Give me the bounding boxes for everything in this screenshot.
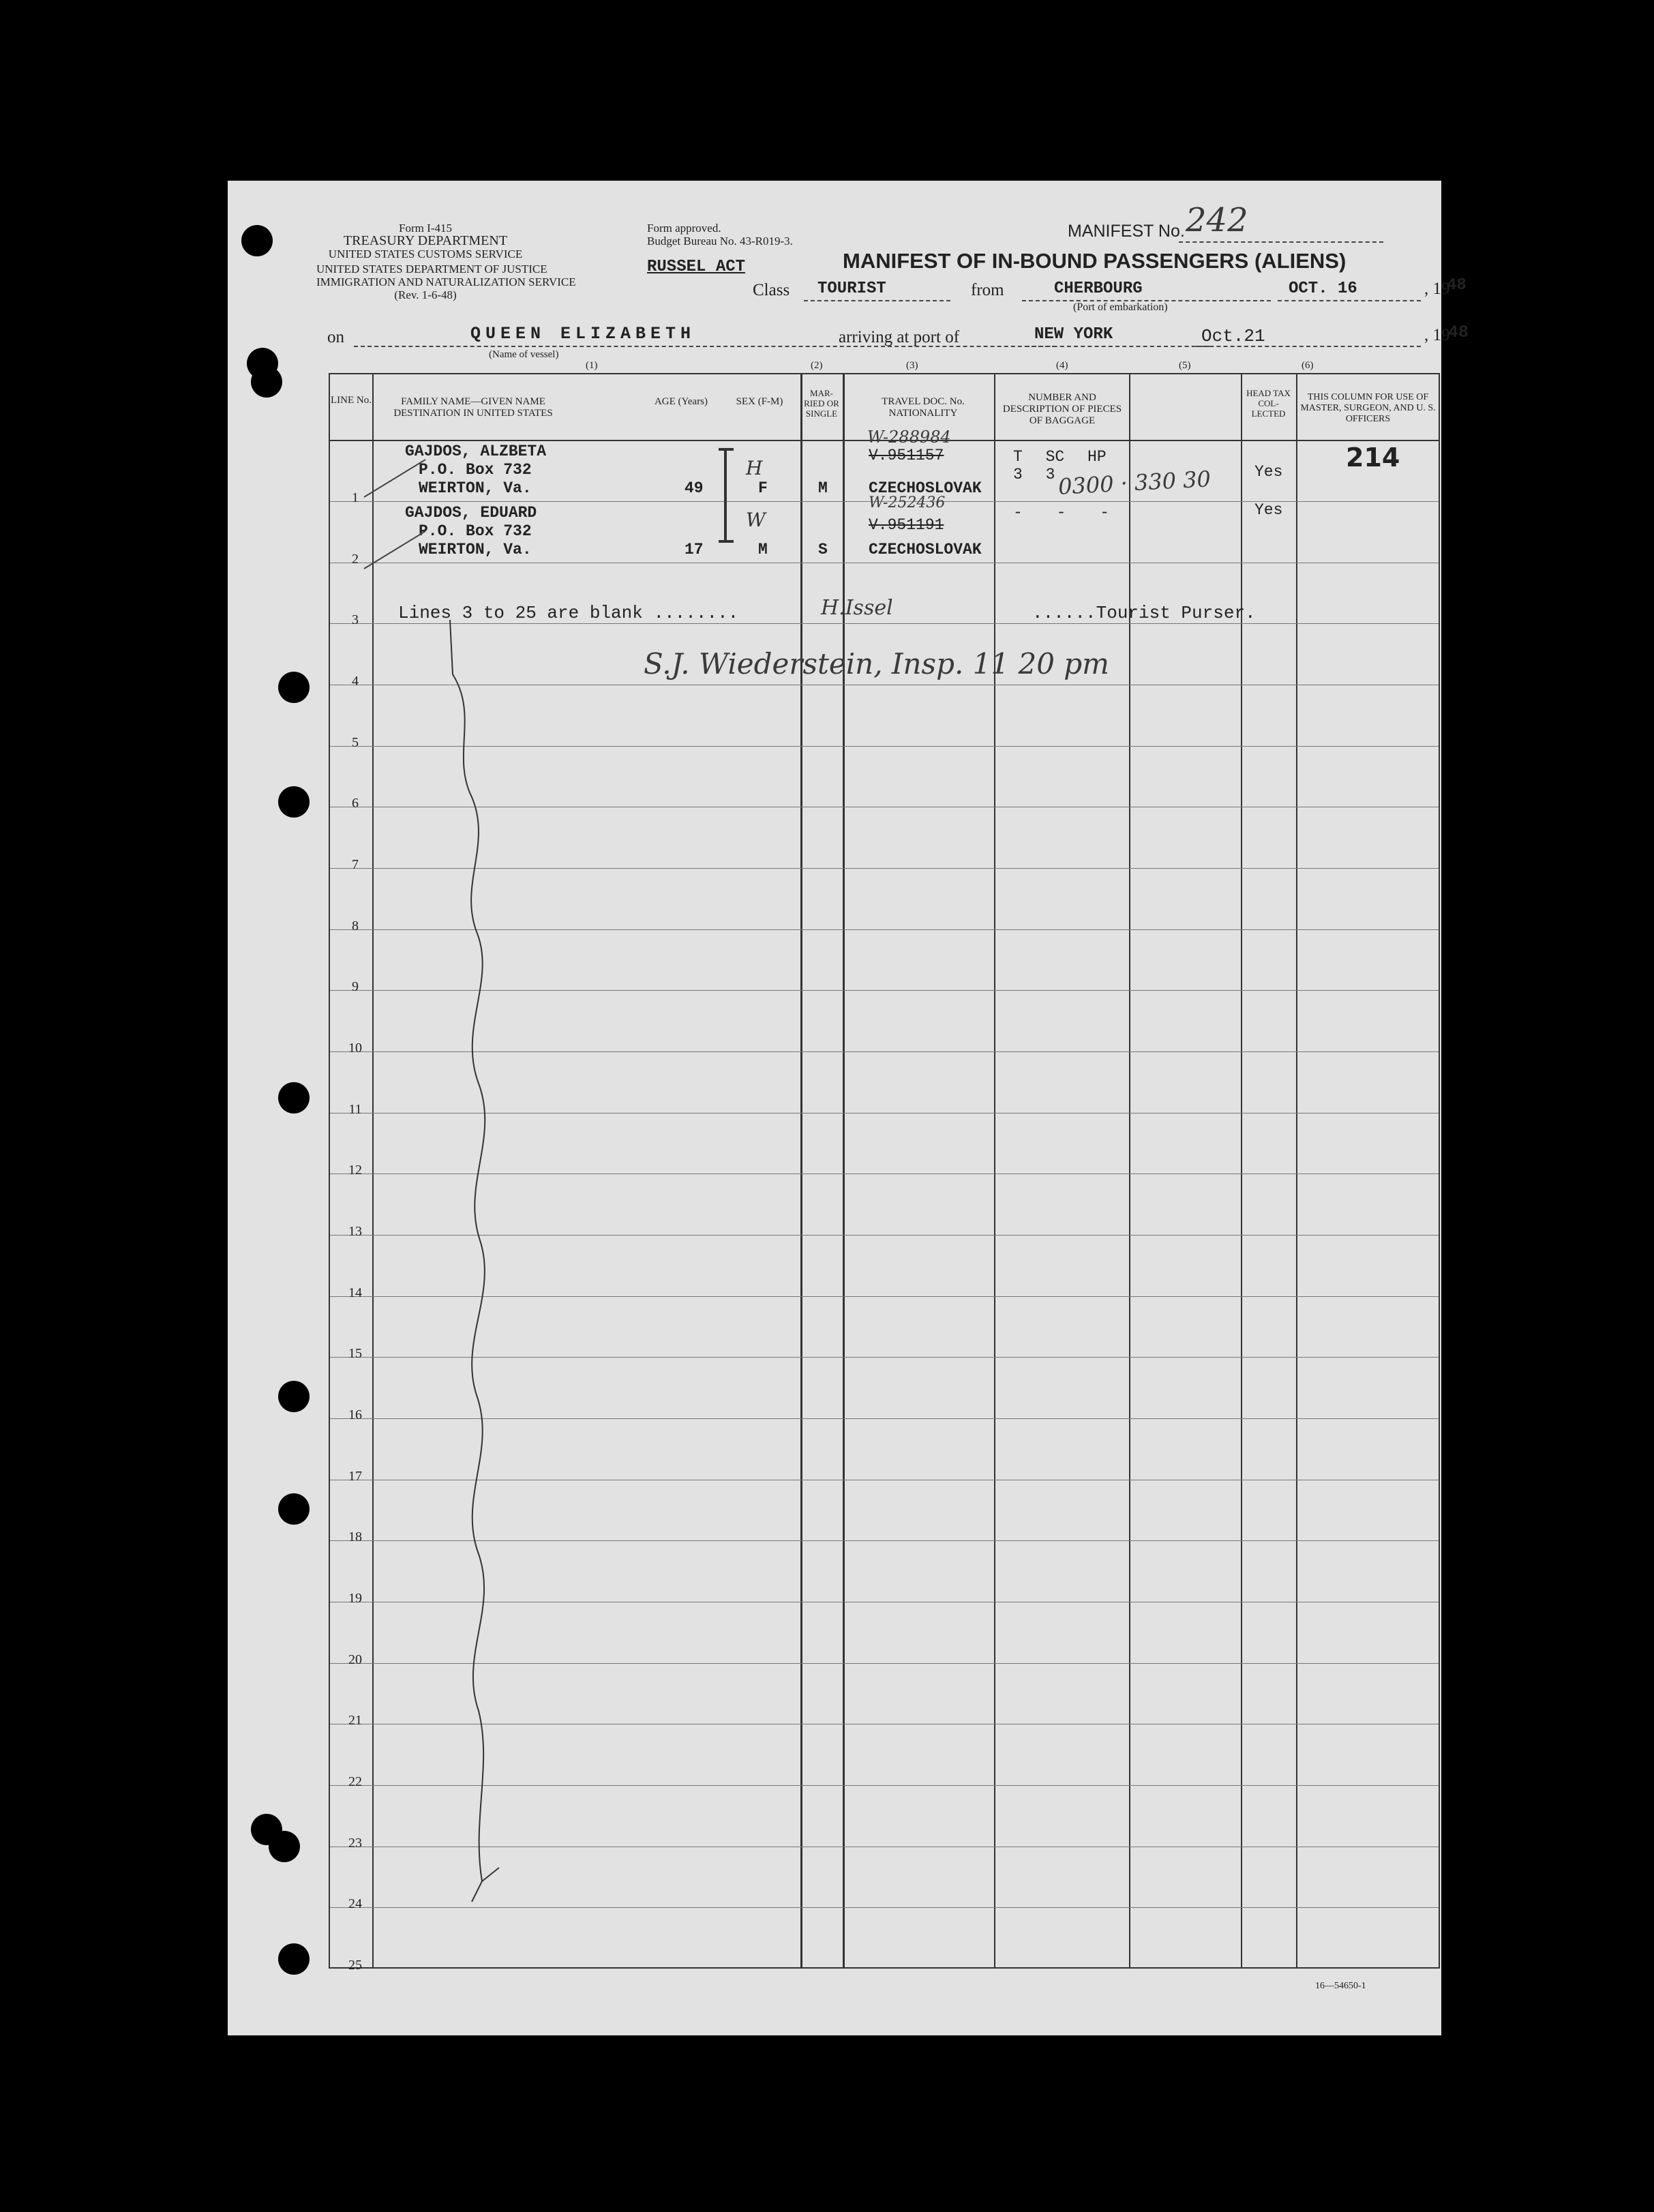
- page-title: MANIFEST OF IN-BOUND PASSENGERS (ALIENS): [843, 249, 1347, 273]
- justice-label: UNITED STATES DEPARTMENT OF JUSTICE: [316, 263, 547, 275]
- line-number: 25: [348, 1958, 362, 1973]
- departure-date: OCT. 16: [1289, 280, 1357, 298]
- line-number: 12: [348, 1163, 362, 1178]
- baggage-count: 3: [1013, 466, 1023, 483]
- passenger-sex: F: [758, 479, 768, 497]
- passenger-city: WEIRTON, Va.: [419, 541, 532, 558]
- line-number: 18: [348, 1529, 362, 1544]
- header-travel-doc: TRAVEL DOC. No. NATIONALITY: [882, 396, 965, 419]
- baggage-count: 3: [1045, 466, 1055, 483]
- customs-label: UNITED STATES CUSTOMS SERVICE: [328, 248, 523, 260]
- baggage-type: HP: [1087, 448, 1107, 466]
- date-underline: [1278, 300, 1421, 301]
- punch-hole: [278, 1381, 310, 1412]
- footer-code: 16—54650-1: [1315, 1981, 1366, 1991]
- col-number-5: (5): [1179, 360, 1191, 371]
- line-number: 16: [348, 1407, 362, 1422]
- col-divider: [1296, 374, 1297, 1967]
- vessel-name: QUEEN ELIZABETH: [470, 324, 696, 344]
- passenger-age: 49: [685, 479, 704, 497]
- line-number: 13: [348, 1224, 362, 1239]
- line-number: 14: [348, 1285, 362, 1300]
- baggage-types: [1013, 448, 1107, 466]
- manifest-number-label: MANIFEST No.: [1068, 222, 1185, 241]
- punch-hole: [278, 672, 310, 703]
- baggage-type: SC: [1045, 448, 1065, 466]
- line-number: 6: [352, 796, 359, 811]
- col-divider: [372, 374, 374, 1967]
- col-number-6: (6): [1302, 360, 1314, 371]
- punch-hole: [278, 1082, 310, 1114]
- baggage-type: T: [1013, 448, 1023, 466]
- port-of-embarkation: CHERBOURG: [1054, 280, 1143, 298]
- punch-hole: [251, 366, 282, 398]
- svg-text:W: W: [746, 509, 766, 531]
- line-number: 8: [352, 918, 359, 933]
- col-number-4: (4): [1056, 360, 1068, 371]
- head-tax: Yes: [1254, 463, 1283, 481]
- purser-note: ......Tourist Purser.: [1032, 603, 1256, 623]
- baggage-counts: [1013, 466, 1055, 483]
- blank-lines-note: Lines 3 to 25 are blank ........: [398, 603, 739, 623]
- baggage-type: -: [1100, 504, 1110, 522]
- line-number: 1: [352, 490, 359, 505]
- line-number: 24: [348, 1896, 362, 1911]
- class-underline: [804, 300, 950, 301]
- passenger-marital: S: [818, 541, 828, 558]
- punch-hole: [278, 786, 310, 818]
- baggage-handwritten-note: 0300 · 330 30: [1057, 466, 1212, 500]
- rev-label: (Rev. 1-6-48): [394, 288, 457, 301]
- baggage-type: -: [1013, 504, 1023, 522]
- line-number: 15: [348, 1346, 362, 1361]
- line-number: 23: [348, 1836, 362, 1851]
- line-number: 20: [348, 1652, 362, 1667]
- blank-lines-strike: [445, 620, 506, 1970]
- passenger-table: [329, 373, 1440, 1973]
- svg-text:H: H: [746, 457, 763, 479]
- line-number: 19: [348, 1591, 362, 1606]
- arrival-date-underline: [1196, 346, 1421, 347]
- col-divider: [800, 374, 802, 1967]
- departure-year: 48: [1447, 276, 1467, 295]
- passenger-nationality: CZECHOSLOVAK: [869, 479, 982, 497]
- treasury-label: TREASURY DEPARTMENT: [343, 233, 508, 248]
- punch-hole: [278, 1493, 310, 1525]
- header-sex: SEX (F-M): [736, 396, 783, 407]
- baggage-types: [1013, 504, 1109, 522]
- header-name: FAMILY NAME—GIVEN NAME DESTINATION IN UNITED STATES: [393, 396, 553, 419]
- manifest-number: 242: [1186, 201, 1248, 239]
- col-number-1: (1): [586, 360, 598, 371]
- passenger-doc: V.951157: [869, 447, 944, 464]
- line-number: 9: [352, 979, 359, 994]
- passenger-name: GAJDOS, ALZBETA: [405, 443, 547, 460]
- officer-number: 214: [1346, 443, 1400, 473]
- header-married: MAR- RIED OR SINGLE: [804, 388, 839, 419]
- vessel-caption: (Name of vessel): [489, 349, 559, 360]
- punch-hole: [241, 225, 273, 256]
- passenger-address: P.O. Box 732: [419, 461, 532, 479]
- departure-year-prefix: , 19: [1424, 280, 1450, 298]
- arriving-label: arriving at port of: [839, 328, 960, 346]
- baggage-type: -: [1056, 504, 1066, 522]
- line-number: 4: [352, 674, 359, 689]
- approval-label: Form approved.: [647, 222, 721, 235]
- manifest-number-underline: [1179, 241, 1383, 243]
- col-number-2: (2): [811, 360, 823, 371]
- line-number: 7: [352, 857, 359, 872]
- punch-hole: [269, 1831, 300, 1862]
- header-head-tax: HEAD TAX COL- LECTED: [1246, 388, 1291, 419]
- justice-block: [316, 263, 576, 301]
- family-bracket-mark: [712, 446, 773, 548]
- passenger-nationality: CZECHOSLOVAK: [869, 541, 982, 558]
- passenger-age: 17: [685, 541, 704, 558]
- check-marks: [357, 456, 432, 579]
- line-number: 17: [348, 1469, 362, 1484]
- purser-signature: H.Issel: [821, 596, 893, 620]
- passenger-doc-handwritten: W-252436: [869, 494, 946, 511]
- passenger-doc-handwritten: W-288984: [867, 428, 951, 447]
- on-label: on: [327, 328, 344, 346]
- budget-label: Budget Bureau No. 43-R019-3.: [647, 235, 793, 248]
- manifest-page: [228, 181, 1469, 2035]
- russel-act-stamp: RUSSEL ACT: [647, 258, 746, 276]
- header-age: AGE (Years): [654, 396, 708, 407]
- arrival-port: NEW YORK: [1034, 325, 1113, 344]
- agency-block: [316, 222, 535, 260]
- line-number: 21: [348, 1713, 362, 1728]
- passenger-doc: V.951191: [869, 516, 944, 534]
- line-number: 22: [348, 1774, 362, 1789]
- arrival-port-underline: [1025, 346, 1209, 347]
- header-line: LINE No.: [331, 395, 372, 406]
- line-number: 3: [352, 612, 359, 627]
- port-caption: (Port of embarkation): [1073, 301, 1168, 313]
- passenger-name: GAJDOS, EDUARD: [405, 504, 537, 522]
- officer-signature: S.J. Wiederstein, Insp. 11 20 pm: [644, 647, 1109, 681]
- col-number-3: (3): [906, 360, 918, 371]
- header-officers: THIS COLUMN FOR USE OF MASTER, SURGEON, AND U. S. OFFICERS: [1300, 392, 1436, 424]
- passenger-address: P.O. Box 732: [419, 522, 532, 540]
- passenger-city: WEIRTON, Va.: [419, 479, 532, 497]
- class-value: TOURIST: [817, 280, 886, 298]
- head-tax: Yes: [1254, 501, 1283, 519]
- arrival-date: Oct.21: [1201, 326, 1265, 346]
- passenger-sex: M: [758, 541, 768, 558]
- arrival-year: 48: [1448, 323, 1469, 342]
- punch-hole: [278, 1943, 310, 1975]
- header-baggage: NUMBER AND DESCRIPTION OF PIECES OF BAGGAGE: [1002, 392, 1122, 426]
- approval-block: [647, 222, 793, 248]
- line-number: 10: [348, 1041, 362, 1056]
- ins-label: IMMIGRATION AND NATURALIZATION SERVICE: [316, 275, 576, 288]
- col-divider: [994, 374, 995, 1967]
- form-number: Form I-415: [399, 222, 452, 235]
- from-label: from: [971, 281, 1004, 299]
- class-label: Class: [753, 281, 790, 299]
- passenger-marital: M: [818, 479, 828, 497]
- arrival-year-prefix: , 19: [1424, 326, 1450, 344]
- line-number: 2: [352, 552, 359, 567]
- line-number: 5: [352, 735, 359, 750]
- line-number: 11: [348, 1102, 362, 1117]
